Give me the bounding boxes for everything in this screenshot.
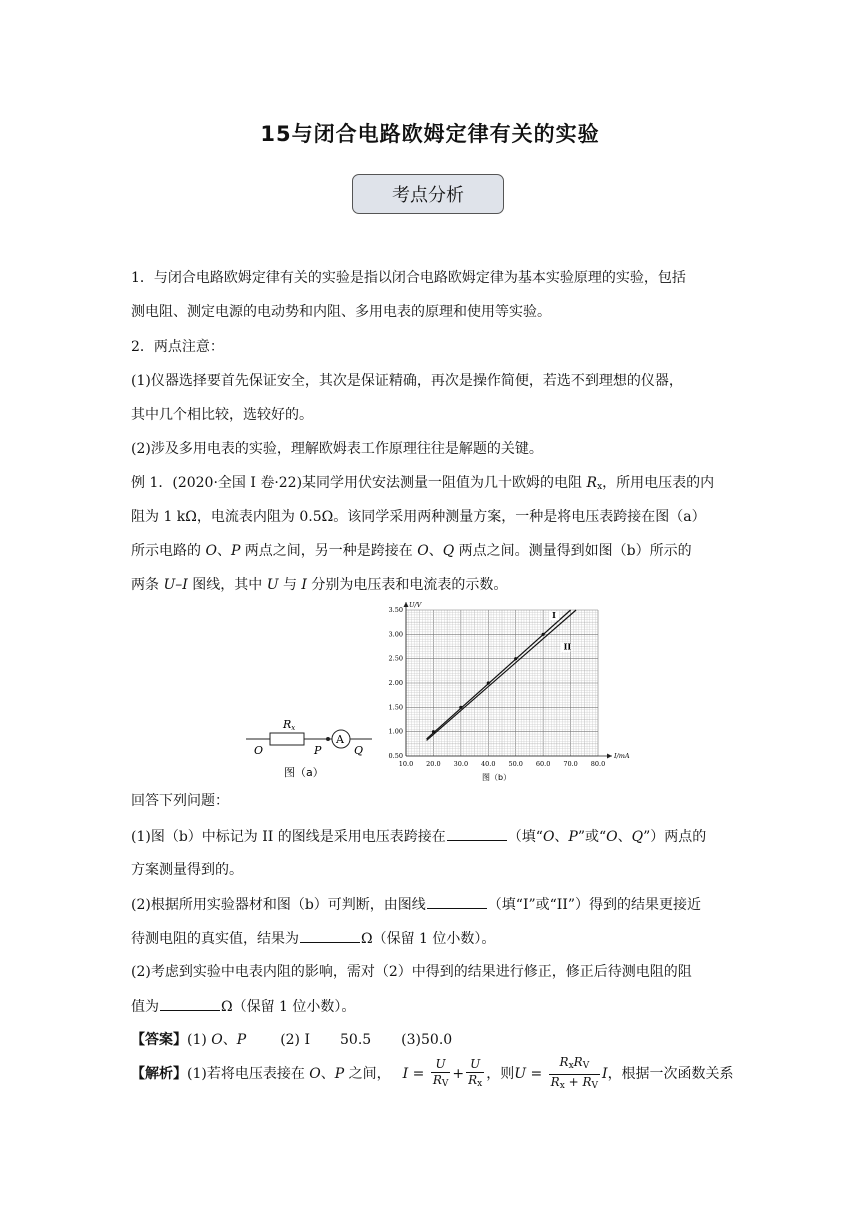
data-point [487,681,490,684]
caption-b: 图（b） [482,773,512,782]
y-tick-label: 2.00 [388,679,403,687]
example-line-4: 两条 U–I 图线，其中 U 与 I 分别为电压表和电流表的示数。 [131,577,508,593]
fraction-parallel-resistance: $\frac{R_xR_V}{R_x + R_V}$ [550,1054,599,1091]
fraction-u-over-rv: $\frac{U}{R_V}$ [432,1056,449,1089]
label-q: Q [354,744,364,757]
y-axis-arrow [404,602,409,607]
paragraph-1b: 测电阻、测定电源的电动势和内阻、多用电表的原理和使用等实验。 [131,304,551,320]
y-tick-label: 3.00 [388,630,403,639]
label-o: O [254,744,264,757]
question-2a: (2)根据所用实验器材和图（b）可判断，由图线 （填“I”或“II”）得到的结果更接近 [131,894,731,915]
series-label-I: I [552,610,556,621]
data-point [459,706,462,709]
x-tick-label: 10.0 [398,760,414,768]
y-tick-label: 1.00 [388,727,403,736]
x-tick-label: 80.0 [590,760,606,768]
question-intro: 回答下列问题： [131,793,229,809]
question-3b: 值为 Ω（保留 1 位小数）。 [131,996,731,1017]
x-tick-label: 70.0 [563,760,578,768]
x-tick-label: 50.0 [508,760,523,768]
x-tick-label: 60.0 [535,760,551,768]
paragraph-4: (2)涉及多用电表的实验，理解欧姆表工作原理往往是解题的关键。 [131,441,543,457]
answer-line: 【答案】(1) O、P (2) I 50.5 (3)50.0 [131,1032,453,1048]
question-1a: (1)图（b）中标记为 II 的图线是采用电压表跨接在 （填“O、P”或“O、Q”）两点的 [131,826,731,847]
x-axis-arrow [607,754,612,759]
label-ammeter: A [336,733,344,746]
data-point [514,657,517,660]
y-axis-label: U/V [409,601,422,609]
data-point [432,730,435,733]
paragraph-2: 2．两点注意： [131,339,224,355]
section-badge: 考点分析 [352,174,504,214]
example-line-2: 阻为 1 kΩ，电流表内阻为 0.5Ω。该同学采用两种测量方案，一种是将电压表跨接在图（a） [131,509,706,525]
chart-axes [404,602,613,759]
x-axis-label: I/mA [614,752,630,760]
question-1b: 方案测量得到的。 [131,862,243,878]
x-tick-label: 40.0 [481,760,496,768]
answer-blank-2[interactable] [427,894,487,909]
series-label-II: II [563,641,572,652]
y-tick-label: 0.50 [388,752,403,760]
ui-chart-figure-b [370,600,630,784]
label-rx: Rx [283,718,296,732]
fraction-u-over-rx: $\frac{U}{R_x}$ [468,1056,483,1089]
y-tick-label: 1.50 [388,703,403,712]
y-tick-label: 3.50 [388,606,403,614]
data-point [542,633,545,636]
circuit-figure-a [244,712,374,782]
chart-grid [406,610,598,756]
answer-blank-3[interactable] [300,928,360,943]
label-p: P [314,744,322,757]
resistor-rx [270,733,304,745]
example-line-1: 例 1．(2020·全国 I 卷·22)某同学用伏安法测量一阻值为几十欧姆的电阻 $R_x$，所用电压表的内 [131,475,715,492]
page-title: 15与闭合电路欧姆定律有关的实验 [260,122,600,146]
example-line-3: 所示电路的 O、P 两点之间，另一种是跨接在 O、Q 两点之间。测量得到如图（b）所示的 [131,543,692,559]
x-tick-label: 30.0 [453,760,469,768]
answer-blank-1[interactable] [447,826,507,841]
x-tick-label: 20.0 [426,760,441,768]
caption-a: 图（a） [284,766,324,779]
paragraph-1a: 1．与闭合电路欧姆定律有关的实验是指以闭合电路欧姆定律为基本实验原理的实验，包括 [131,270,686,286]
question-3a: (2)考虑到实验中电表内阻的影响，需对（2）中得到的结果进行修正，修正后待测电阻的阻 [131,964,692,980]
chart-labels [409,601,630,782]
paragraph-3a: (1)仪器选择要首先保证安全，其次是保证精确，再次是操作简便，若选不到理想的仪器， [131,373,683,389]
y-tick-label: 2.50 [388,654,403,663]
question-2b: 待测电阻的真实值，结果为 Ω（保留 1 位小数）。 [131,928,731,949]
answer-blank-4[interactable] [160,996,220,1011]
analysis-line: 【解析】(1)若将电压表接在 O、P 之间， I = $\frac{U}{R_V}$ + $\frac{U}{R_x}$ ，则U = $\frac{R_xR_V}{R_x + R_V}$ I，根据一次函数关系 [131,1054,731,1094]
paragraph-3b: 其中几个相比较，选较好的。 [131,407,313,423]
